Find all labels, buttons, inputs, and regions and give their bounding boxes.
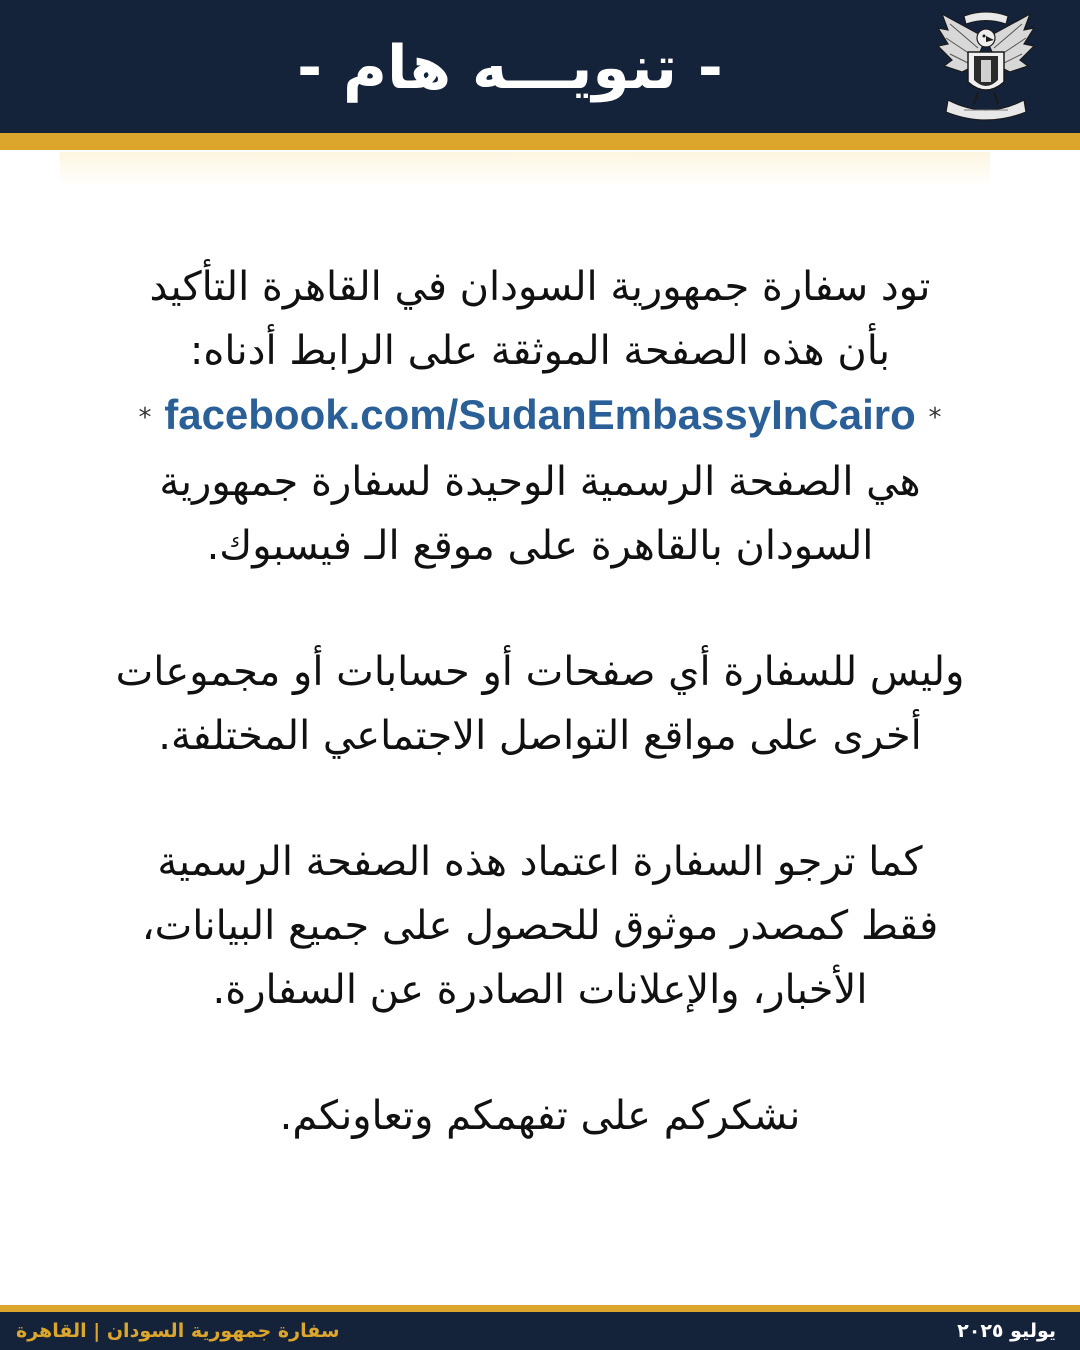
notice-line: تود سفارة جمهورية السودان في القاهرة التأكيد [149,264,931,310]
notice-paragraph-4 [40,1084,1040,1148]
footer-gold-stripe [0,1305,1080,1312]
notice-line: السودان بالقاهرة على موقع الـ فيسبوك. [206,523,874,569]
notice-body [40,255,1040,1210]
header-glow [60,152,990,188]
asterisk-prefix: * [138,403,152,433]
facebook-page-link[interactable]: facebook.com/SudanEmbassyInCairo [164,391,916,438]
notice-line: بأن هذه الصفحة الموثقة على الرابط أدناه: [189,328,891,374]
footer-date: يوليو ٢٠٢٥ [957,1320,1056,1342]
notice-line: أخرى على مواقع التواصل الاجتماعي المختلفة. [158,713,922,759]
facebook-link-line [40,383,1040,450]
notice-line: فقط كمصدر موثوق للحصول على جميع البيانات، [141,903,939,949]
notice-paragraph-2 [40,640,1040,768]
notice-line: وليس للسفارة أي صفحات أو حسابات أو مجموعات [115,649,965,695]
sudan-emblem-icon [934,8,1038,126]
footer-organization: سفارة جمهورية السودان | القاهرة [16,1320,340,1342]
notice-paragraph-1 [40,255,1040,578]
notice-line: هي الصفحة الرسمية الوحيدة لسفارة جمهورية [159,459,921,505]
asterisk-suffix: * [928,403,942,433]
notice-line: نشكركم على تفهمكم وتعاونكم. [279,1093,801,1139]
notice-line: كما ترجو السفارة اعتماد هذه الصفحة الرسمية [157,839,923,885]
header-gold-stripe [0,133,1080,150]
notice-paragraph-3 [40,830,1040,1022]
notice-line: الأخبار، والإعلانات الصادرة عن السفارة. [212,967,868,1013]
page-title: - تنويـــه هام - [297,33,723,103]
